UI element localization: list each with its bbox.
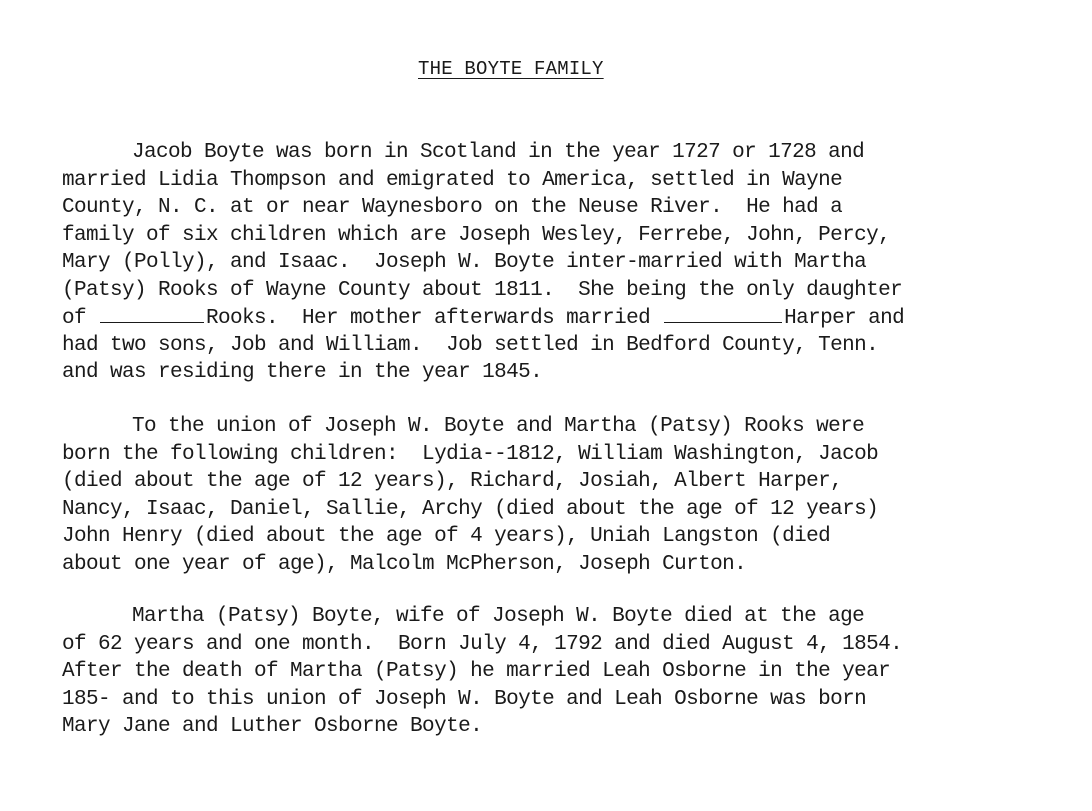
paragraph-line: about one year of age), Malcolm McPherson, Joseph Curton.: [62, 552, 747, 576]
paragraph-line: After the death of Martha (Patsy) he married Leah Osborne in the year: [62, 660, 891, 683]
paragraph-line: married Lidia Thompson and emigrated to America, settled in Wayne: [62, 168, 843, 192]
paragraph-2: [62, 413, 1062, 578]
line-segment: Harper and: [784, 307, 905, 330]
blank-fill-line: [664, 304, 782, 323]
line-segment: Rooks. Her mother afterwards married: [206, 307, 663, 330]
paragraph-line: had two sons, Job and William. Job settled in Bedford County, Tenn.: [62, 333, 879, 357]
paragraph-line: Mary Jane and Luther Osborne Boyte.: [62, 715, 483, 738]
paragraph-line: born the following children: Lydia--1812, William Washington, Jacob: [62, 442, 879, 466]
document-title: THE BOYTE FAMILY: [418, 58, 604, 80]
paragraph-line: Nancy, Isaac, Daniel, Sallie, Archy (died about the age of 12 years): [62, 497, 879, 521]
paragraph-line: Jacob Boyte was born in Scotland in the year 1727 or 1728 and: [132, 141, 865, 164]
paragraph-line-with-blanks: [62, 304, 1062, 332]
paragraph-line: County, N. C. at or near Waynesboro on the Neuse River. He had a: [62, 196, 843, 219]
paragraph-line: Martha (Patsy) Boyte, wife of Joseph W. Boyte died at the age: [132, 605, 865, 628]
paragraph-line: of 62 years and one month. Born July 4, 1792 and died August 4, 1854.: [62, 632, 903, 656]
paragraph-line: (Patsy) Rooks of Wayne County about 1811. She being the only daughter: [62, 278, 903, 302]
paragraph-line: (died about the age of 12 years), Richard, Josiah, Albert Harper,: [62, 470, 843, 493]
paragraph-line: and was residing there in the year 1845.: [62, 361, 543, 384]
paragraph-line: Mary (Polly), and Isaac. Joseph W. Boyte inter-married with Martha: [62, 251, 867, 274]
paragraph-line: John Henry (died about the age of 4 years), Uniah Langston (died: [62, 525, 831, 548]
line-segment: of: [62, 307, 99, 330]
paragraph-line: To the union of Joseph W. Boyte and Martha (Patsy) Rooks were: [132, 415, 865, 438]
blank-fill-line: [100, 304, 204, 323]
paragraph-line: family of six children which are Joseph Wesley, Ferrebe, John, Percy,: [62, 223, 891, 247]
paragraph-1: [62, 139, 1062, 387]
paragraph-3: [62, 603, 1062, 741]
paragraph-line: 185- and to this union of Joseph W. Boyte and Leah Osborne was born: [62, 687, 867, 711]
